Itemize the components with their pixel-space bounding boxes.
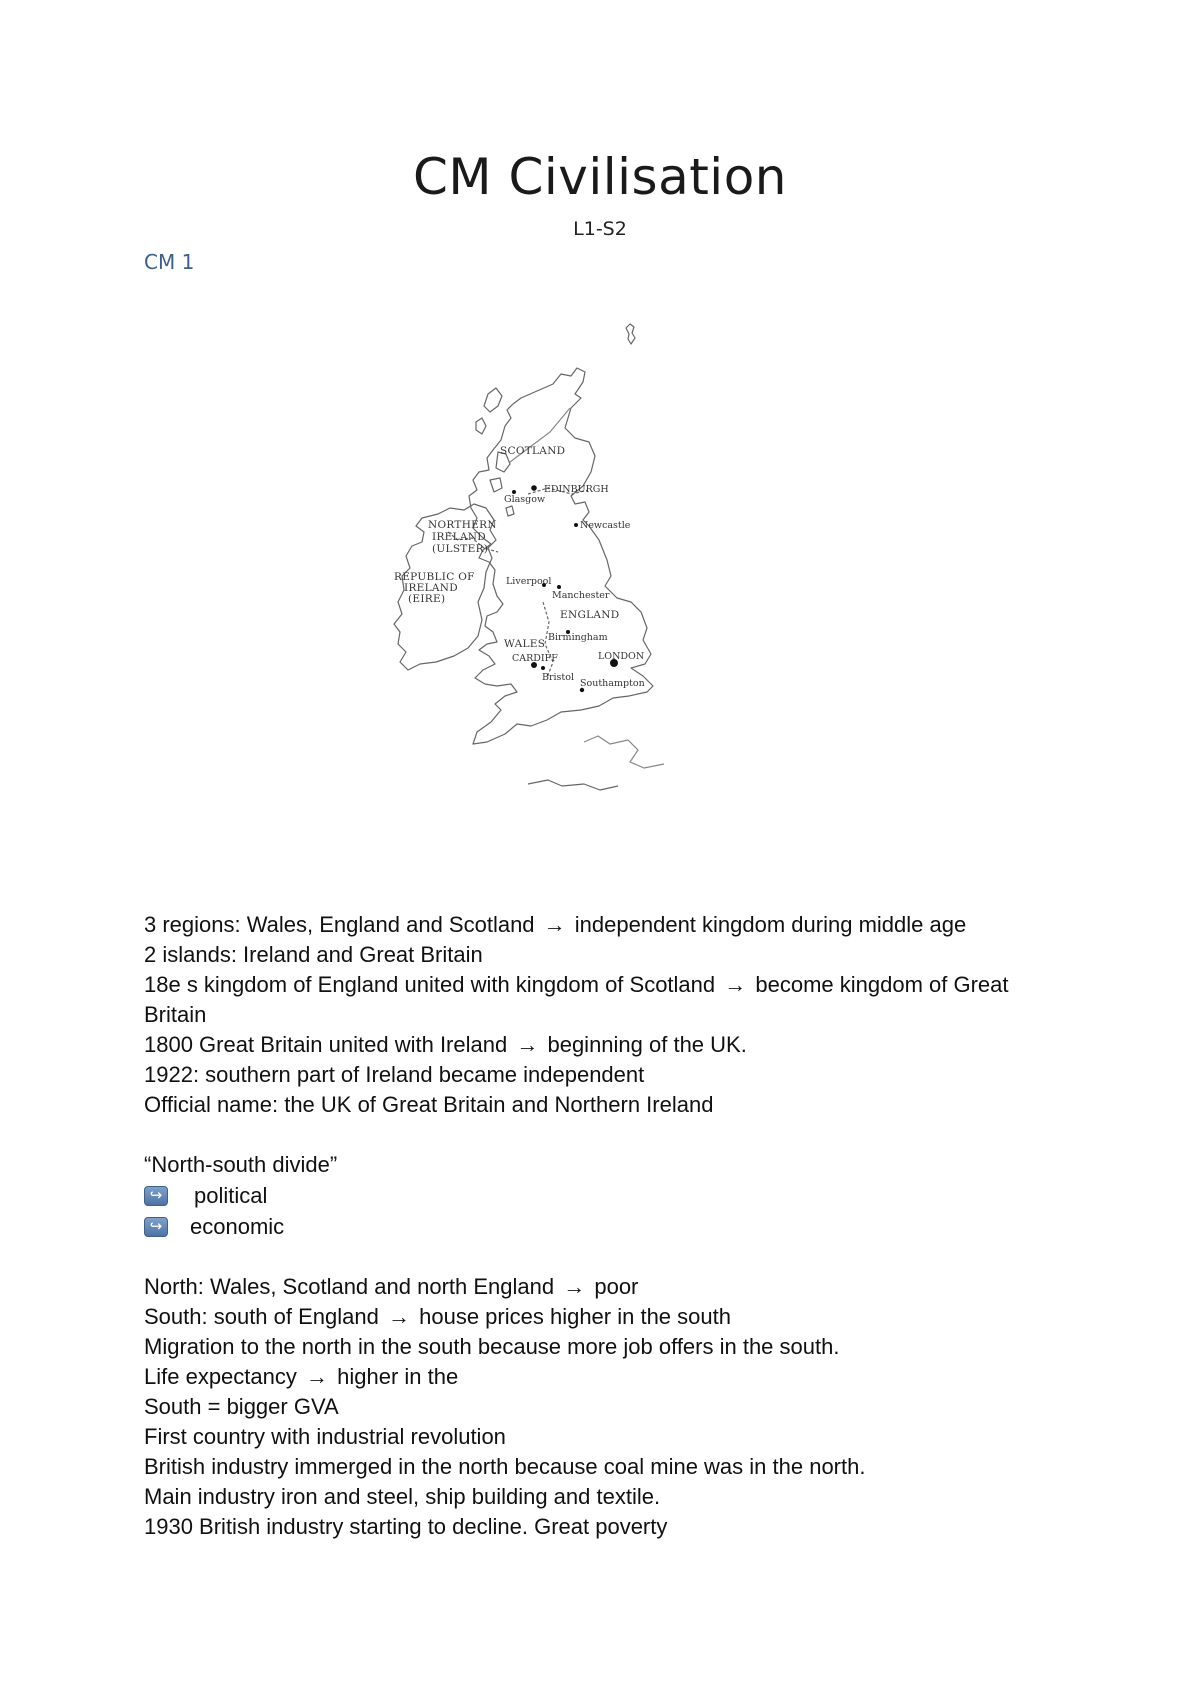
- map-label-ni-2: IRELAND: [432, 531, 486, 543]
- map-label-glasgow: Glasgow: [504, 494, 546, 505]
- note-text: beginning of the UK.: [547, 1032, 747, 1057]
- arrow-icon: →: [306, 1364, 328, 1389]
- return-arrow-icon: ↪: [144, 1217, 168, 1237]
- note-line: 1930 British industry starting to decline. Great poverty: [144, 1514, 668, 1539]
- arrow-icon: →: [387, 1304, 410, 1329]
- note-line: Official name: the UK of Great Britain and Northern Ireland: [144, 1092, 714, 1117]
- map-label-southampton: Southampton: [580, 678, 645, 689]
- note-line: South = bigger GVA: [144, 1394, 339, 1419]
- map-label-cardiff: CARDIFF: [512, 653, 558, 664]
- note-line: [144, 1030, 1064, 1060]
- note-text: South: south of England: [144, 1304, 379, 1329]
- note-line: [144, 1302, 1064, 1332]
- arrow-icon: →: [563, 1274, 586, 1299]
- note-line: [144, 1272, 1064, 1302]
- note-line: 1922: southern part of Ireland became independent: [144, 1062, 645, 1087]
- map-france-coast: [584, 736, 664, 768]
- note-text: poor: [594, 1274, 639, 1299]
- map-label-london: LONDON: [598, 651, 645, 662]
- map-label-newcastle: Newcastle: [580, 520, 631, 531]
- note-text: 3 regions: Wales, England and Scotland: [144, 912, 535, 937]
- note-text: become kingdom of Great Britain: [144, 972, 1009, 1027]
- note-text: house prices higher in the south: [419, 1304, 731, 1329]
- map-label-liverpool: Liverpool: [506, 576, 552, 587]
- map-label-roi-1: REPUBLIC OF: [394, 571, 475, 583]
- note-text: 18e s kingdom of England united with kingdom of Scotland: [144, 972, 716, 997]
- note-line: First country with industrial revolution: [144, 1424, 506, 1449]
- divide-heading: “North-south divide”: [144, 1152, 338, 1177]
- map-label-ni-1: NORTHERN: [428, 519, 497, 531]
- divide-item: [144, 1180, 1064, 1211]
- note-line: [144, 910, 1064, 940]
- note-text: 1800 Great Britain united with Ireland: [144, 1032, 508, 1057]
- divide-item-label: economic: [190, 1213, 285, 1239]
- map-label-scotland: SCOTLAND: [500, 445, 566, 457]
- map-label-manchester: Manchester: [552, 590, 610, 601]
- arrow-icon: →: [516, 1032, 539, 1057]
- note-line: Main industry iron and steel, ship building and textile.: [144, 1484, 661, 1509]
- divide-item: [144, 1211, 1064, 1242]
- divide-item-label: political: [194, 1182, 268, 1208]
- page-title: CM Civilisation: [413, 148, 787, 206]
- map-france-coast-2: [528, 780, 618, 790]
- note-line: 2 islands: Ireland and Great Britain: [144, 942, 483, 967]
- map-label-roi-3: (EIRE): [408, 593, 446, 605]
- map-label-ni-3: (ULSTER): [432, 543, 489, 555]
- note-text: higher in the: [337, 1364, 459, 1389]
- arrow-icon: →: [543, 912, 566, 937]
- map-label-roi-2: IRELAND: [404, 582, 458, 594]
- note-text: North: Wales, Scotland and north England: [144, 1274, 555, 1299]
- uk-map: [378, 322, 758, 862]
- arrow-icon: →: [724, 972, 747, 997]
- map-label-bristol: Bristol: [542, 672, 575, 683]
- return-arrow-icon: ↪: [144, 1186, 168, 1206]
- uk-map-illustration: [378, 322, 758, 862]
- map-dot-bristol: [541, 666, 545, 670]
- map-label-birmingham: Birmingham: [548, 632, 608, 643]
- map-label-wales: WALES: [504, 638, 546, 650]
- note-line: [144, 1362, 1064, 1392]
- map-dot-newcastle: [574, 523, 578, 527]
- map-shetland: [626, 324, 635, 344]
- note-line: [144, 970, 1064, 1030]
- page-subtitle: L1-S2: [573, 218, 627, 240]
- note-text: independent kingdom during middle age: [574, 912, 967, 937]
- note-line: Migration to the north in the south because more job offers in the south.: [144, 1334, 840, 1359]
- map-dot-manchester: [557, 585, 561, 589]
- map-label-edinburgh: EDINBURGH: [544, 484, 609, 495]
- map-dot-edinburgh: [531, 485, 537, 491]
- notes-body: [144, 910, 1064, 1542]
- section-heading: CM 1: [144, 250, 195, 274]
- note-line: British industry immerged in the north because coal mine was in the north.: [144, 1454, 866, 1479]
- note-text: Life expectancy: [144, 1364, 297, 1389]
- map-hebrides: [476, 388, 502, 434]
- map-label-england: ENGLAND: [560, 609, 620, 621]
